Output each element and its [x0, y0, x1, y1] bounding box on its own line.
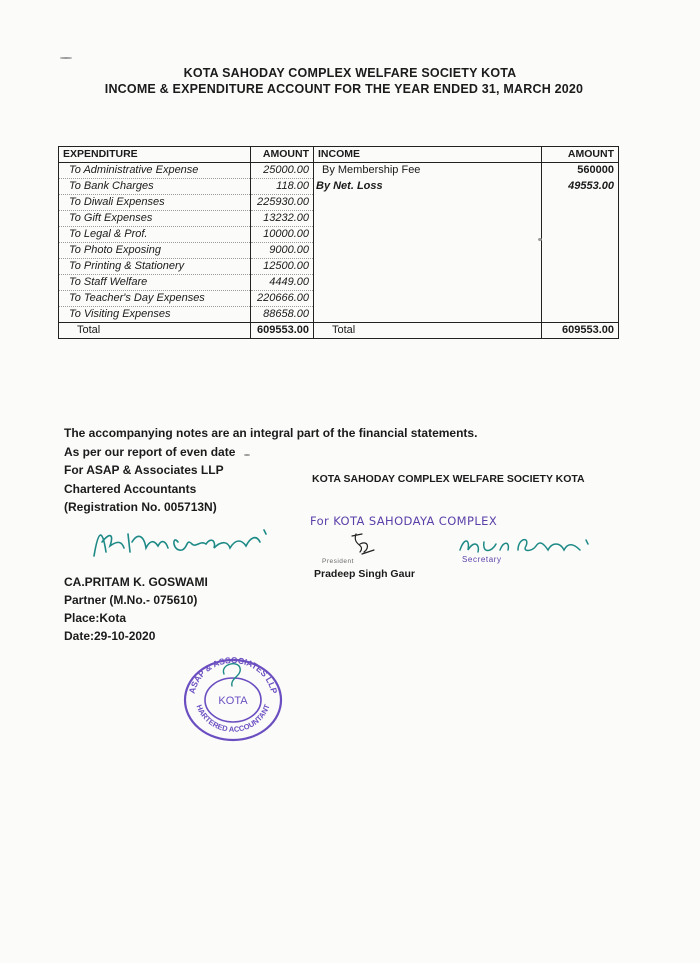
- date: Date:29-10-2020: [64, 629, 156, 643]
- header-amount-income: AMOUNT: [542, 147, 619, 163]
- income-amount: 49553.00: [542, 179, 619, 195]
- seal-outer-text: ASAP & ASSOCIATES LLP: [186, 656, 280, 695]
- expenditure-amount: 118.00: [251, 179, 314, 195]
- header-expenditure: EXPENDITURE: [59, 147, 251, 163]
- income-amount: 560000: [542, 163, 619, 179]
- expenditure-label: To Photo Exposing: [59, 243, 251, 259]
- expenditure-amount: 25000.00: [251, 163, 314, 179]
- document-subtitle: INCOME & EXPENDITURE ACCOUNT FOR THE YEAR ENDED 31, MARCH 2020: [104, 82, 584, 96]
- total-income-label: Total: [314, 323, 542, 339]
- table-row: [59, 195, 619, 211]
- expenditure-amount: 10000.00: [251, 227, 314, 243]
- expenditure-label: To Legal & Prof.: [59, 227, 251, 243]
- table-row: [59, 291, 619, 307]
- seal-center-text: KOTA: [218, 695, 248, 707]
- header-amount: AMOUNT: [251, 147, 314, 163]
- expenditure-amount: 9000.00: [251, 243, 314, 259]
- table-row: [59, 163, 619, 179]
- table-row: [59, 243, 619, 259]
- partner-membership: Partner (M.No.- 075610): [64, 593, 198, 607]
- partner-details: [64, 573, 208, 645]
- scan-mark: [60, 57, 72, 59]
- svg-text:ASAP & ASSOCIATES LLP: [187, 656, 280, 695]
- table-row: [59, 307, 619, 323]
- document-title: KOTA SAHODAY COMPLEX WELFARE SOCIETY KOTA: [183, 66, 517, 80]
- table-row: [59, 275, 619, 291]
- auditor-notes: [64, 424, 477, 517]
- firm-designation: Chartered Accountants: [64, 481, 197, 496]
- table-row: [59, 179, 619, 195]
- expenditure-label: To Printing & Stationery: [59, 259, 251, 275]
- firm-name: For ASAP & Associates LLP: [64, 463, 224, 477]
- total-expenditure: 609553.00: [251, 323, 314, 339]
- expenditure-amount: 13232.00: [251, 211, 314, 227]
- president-label: President: [322, 558, 354, 565]
- expenditure-label: To Teacher's Day Expenses: [59, 291, 251, 307]
- partner-name: CA.PRITAM K. GOSWAMI: [64, 575, 208, 589]
- expenditure-amount: 88658.00: [251, 307, 314, 323]
- expenditure-label: To Administrative Expense: [59, 163, 251, 179]
- expenditure-label: To Bank Charges: [59, 179, 251, 195]
- total-label: Total: [59, 323, 251, 339]
- table-row: [59, 227, 619, 243]
- header-income: INCOME: [314, 147, 542, 163]
- expenditure-amount: 220666.00: [251, 291, 314, 307]
- seal-bottom-text: HARTERED ACCOUNTANT: [194, 703, 272, 734]
- income-label: By Net. Loss: [314, 179, 542, 195]
- partner-signature: [88, 512, 288, 572]
- expenditure-amount: 12500.00: [251, 259, 314, 275]
- president-name: Pradeep Singh Gaur: [314, 568, 415, 580]
- expenditure-label: To Diwali Expenses: [59, 195, 251, 211]
- scan-mark: [244, 454, 250, 456]
- society-stamp-text: For KOTA SAHODAYA COMPLEX: [310, 514, 498, 528]
- president-signature: [348, 530, 388, 560]
- expenditure-label: To Visiting Expenses: [59, 307, 251, 323]
- firm-seal: [180, 656, 286, 747]
- place: Place:Kota: [64, 611, 127, 625]
- expenditure-label: To Staff Welfare: [59, 275, 251, 291]
- income-label: By Membership Fee: [314, 163, 542, 179]
- expenditure-label: To Gift Expenses: [59, 211, 251, 227]
- registration-number: (Registration No. 005713N): [64, 500, 217, 514]
- expenditure-amount: 4449.00: [251, 275, 314, 291]
- table-row: [59, 259, 619, 275]
- expenditure-amount: 225930.00: [251, 195, 314, 211]
- total-income: 609553.00: [542, 323, 619, 339]
- society-name: KOTA SAHODAY COMPLEX WELFARE SOCIETY KOTA: [312, 473, 585, 485]
- total-row: [59, 323, 619, 339]
- notes-line: The accompanying notes are an integral part of the financial statements.: [64, 426, 478, 440]
- report-line: As per our report of even date: [64, 444, 236, 459]
- income-expenditure-table: [58, 146, 619, 339]
- secretary-label: Secretary: [462, 555, 502, 564]
- table-row: [59, 211, 619, 227]
- scan-mark: [538, 238, 542, 241]
